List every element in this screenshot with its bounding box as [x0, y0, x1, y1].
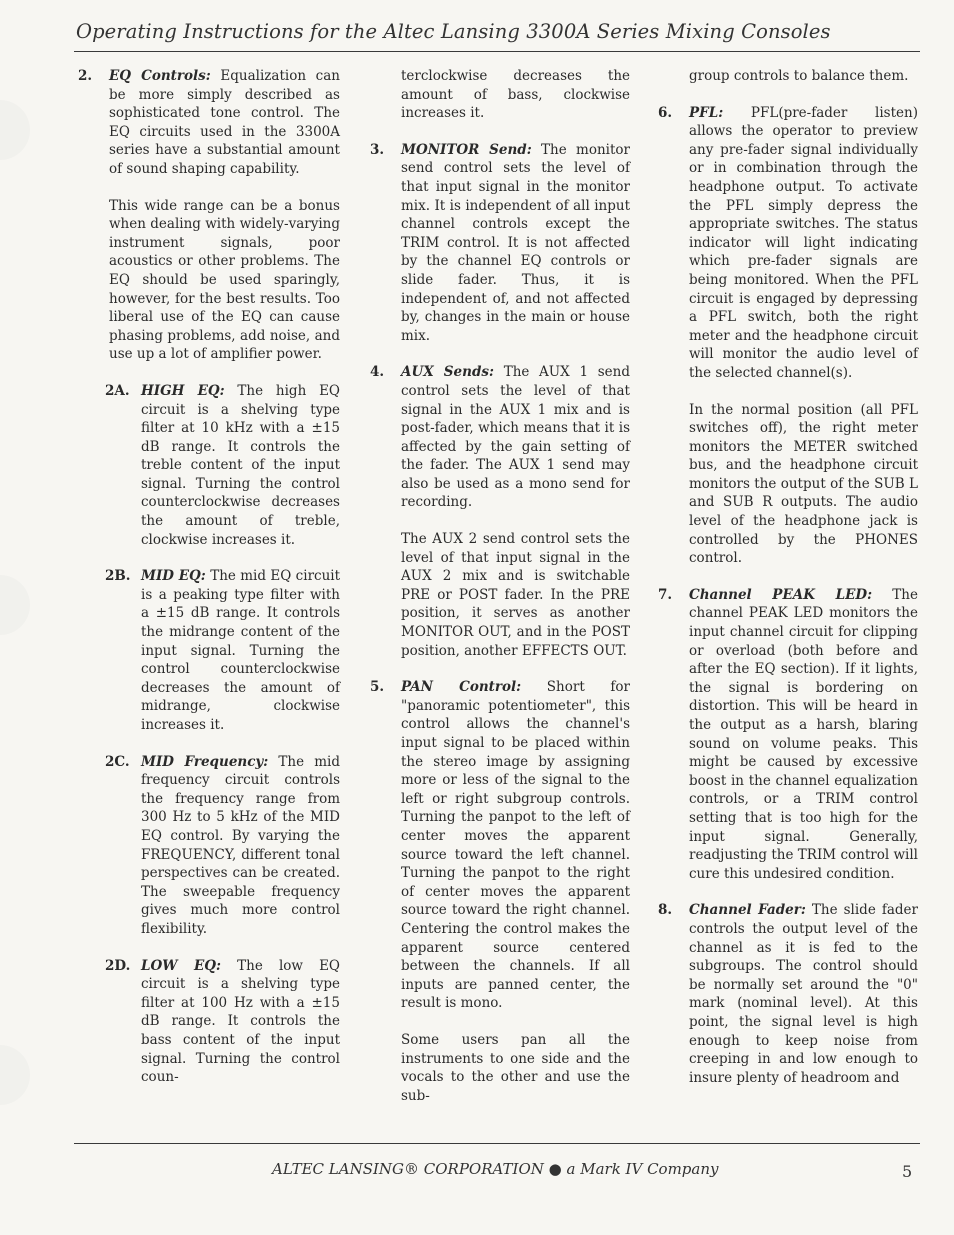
section-number: 5. — [370, 679, 385, 696]
section-number: 2C. — [105, 753, 130, 770]
section-number: 6. — [658, 104, 673, 121]
section-paragraph: Some users pan all the instruments to one side and the vocals to the other and use the sub- — [401, 1031, 630, 1104]
section-channel-fader — [652, 901, 918, 1087]
punch-hole-top — [0, 100, 30, 160]
section-text: The slide fader controls the output level of the channel as it is fed to the subgroups. The control should be normally set around the "0" mark (nominal level). At this point, the signal level is high enough to keep noise from creeping in and low enough to insure plenty of headroom and — [689, 902, 918, 1086]
section-heading: Channel Fader: — [689, 902, 806, 919]
section-paragraph — [141, 567, 340, 734]
section-number: 2B. — [105, 568, 131, 585]
section-number: 2. — [78, 68, 93, 84]
section-number: 7. — [658, 586, 673, 603]
section-text: The mid EQ circuit is a peaking type filter with a ±15 dB range. It controls the midrange content of the input signal. Turning the control counterclockwise decreases the amount of midrange, clockwise increases it. — [141, 568, 341, 733]
column-middle — [364, 67, 630, 1123]
section-number: 4. — [370, 364, 385, 381]
section-low-eq — [72, 957, 340, 1087]
section-paragraph — [401, 678, 630, 1013]
section-paragraph: The AUX 2 send control sets the level of that input signal in the AUX 2 mix and is switchable PRE or POST fader. In the PRE position, it serves as another MONITOR OUT, and in the POST position, another EFFECTS OUT. — [401, 531, 630, 659]
continued-paragraph: terclockwise decreases the amount of bass, clockwise increases it. — [401, 68, 630, 122]
section-number: 2A. — [105, 382, 130, 399]
punch-hole-bottom — [0, 1045, 30, 1105]
column-left — [72, 67, 340, 1105]
section-high-eq — [72, 382, 340, 549]
punch-hole-middle — [0, 575, 30, 635]
section-aux-sends — [364, 363, 630, 660]
section-mid-frequency — [72, 753, 340, 939]
section-text: The AUX 1 send control sets the level of that signal in the AUX 1 mix and is post-fader, which means that it is affected by the gain setting of the fader. The AUX 1 send may also be used as a mono send for recording. — [401, 364, 630, 511]
section-text: PFL(pre-fader listen) allows the operator to preview any pre-fader signal individually or in combination through the headphone output. To activate the PFL simply depress the appropriate switches. The status indicator will light indicating which pre-fader signals are being monitored. When the PFL circuit is engaged by depressing a PFL switch, both the right meter and the headphone circuit will monitor the audio level of the selected channel(s). — [689, 104, 918, 381]
page-header-title: Operating Instructions for the Altec Lansing 3300A Series Mixing Consoles — [76, 20, 831, 43]
section-paragraph — [689, 586, 918, 884]
section-paragraph: In the normal position (all PFL switches off), the right meter monitors the METER switched bus, and the headphone circuit monitors the output of the SUB L and SUB R outputs. The audio level of the headphone jack is controlled by the PHONES control. — [689, 401, 918, 567]
page-number: 5 — [902, 1162, 913, 1181]
column-right — [652, 67, 918, 1105]
section-number: 2D. — [105, 957, 131, 974]
section-text: Equalization can be more simply described as sophisticated tone control. The EQ circuits used in the 3300A series have a substantial amount of sound shaping capability. — [109, 68, 340, 177]
section-pan-control — [364, 678, 630, 1105]
section-paragraph — [689, 901, 918, 1087]
section-text: The monitor send control sets the level of that input signal in the monitor mix. It is independent of all input channel controls except the TRIM control. It is not affected by the channel EQ controls or slide fader. Thus, it is independent of, and not affected by, changes in the main or house mix. — [401, 141, 630, 344]
section-eq-controls — [72, 67, 340, 364]
section-paragraph — [109, 67, 340, 179]
section-heading: PFL: — [689, 104, 724, 121]
section-heading: HIGH EQ: — [141, 382, 225, 399]
continued-paragraph: group controls to balance them. — [689, 68, 909, 84]
section-paragraph: This wide range can be a bonus when dealing with widely-varying instrument signals, poor acoustics or other problems. The EQ should be used sparingly, however, for the best results. Too liberal use of the EQ can cause phasing problems, add noise, and use up a lot of amplifier power. — [109, 197, 340, 363]
section-text: The mid frequency circuit controls the frequency range from 300 Hz to 5 kHz of the MID EQ control. By varying the FREQUENCY, different tonal perspectives can be created. The sweepable frequency gives much more control flexibility. — [141, 753, 340, 937]
section-heading: Channel PEAK LED: — [689, 586, 873, 603]
footer-divider — [74, 1143, 920, 1144]
section-number: 8. — [658, 902, 673, 919]
section-heading: PAN Control: — [401, 679, 522, 696]
section-heading: MID Frequency: — [141, 753, 269, 770]
section-paragraph — [141, 753, 340, 939]
section-paragraph — [401, 141, 630, 346]
section-paragraph — [689, 104, 918, 383]
header-divider — [74, 51, 920, 52]
section-heading: EQ Controls: — [109, 68, 211, 84]
section-text: The low EQ circuit is a shelving type filter at 100 Hz with a ±15 dB range. It controls the bass content of the input signal. Turning the control coun- — [141, 957, 340, 1086]
section-monitor-send — [364, 141, 630, 346]
section-number: 3. — [370, 141, 385, 158]
section-heading: LOW EQ: — [141, 957, 221, 974]
footer-company: ALTEC LANSING® CORPORATION ● a Mark IV Company — [272, 1160, 719, 1178]
section-mid-eq — [72, 567, 340, 734]
section-heading: MONITOR Send: — [401, 141, 532, 158]
section-paragraph — [401, 363, 630, 512]
section-heading: MID EQ: — [141, 568, 206, 585]
section-text: The high EQ circuit is a shelving type filter at 10 kHz with a ±15 dB range. It controls the treble content of the input signal. Turning the control counterclockwise decreases the amount of treble, clockwise increases it. — [141, 382, 340, 548]
section-paragraph — [141, 957, 340, 1087]
section-text: The channel PEAK LED monitors the input channel circuit for clipping or overload (both before and after the EQ section). If it lights, the signal is bordering on distortion. This will be heard in the output as a harsh, blaring sound on volume peaks. This might be caused by excessive boost in the channel equalization controls, or a TRIM control setting that is too high for the input signal. Generally, readjusting the TRIM control will cure this undesired condition. — [689, 586, 918, 882]
section-channel-peak-led — [652, 586, 918, 884]
section-pfl — [652, 104, 918, 568]
section-heading: AUX Sends: — [401, 364, 494, 381]
section-text: Short for "panoramic potentiometer", this control allows the channel's input signal to be placed within the stereo image by assigning more or less of the signal to the left or right subgroup controls. Turning the panpot to the left of center moves the apparent source toward the left channel. Turning the panpot to the right of center moves the apparent source toward the right channel. Centering the control makes the apparent source centered between the channels. If all inputs are panned center, the result is mono. — [401, 679, 631, 1012]
section-paragraph — [141, 382, 340, 549]
